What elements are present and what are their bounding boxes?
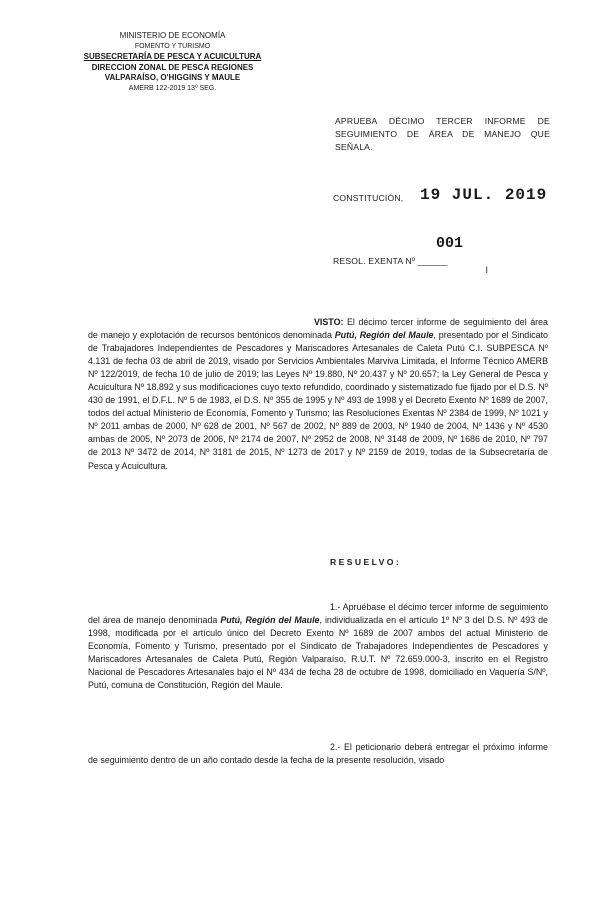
undersecretariat-name: SUBSECRETARÍA DE PESCA Y ACUICULTURA: [83, 52, 262, 61]
visto-text-2: , presentado por el Sindicato de Trabajadores Independientes de Pescadores y Mariscadores Artesanales de Caleta Putú C.I. SUBPESCA Nº 4.131 de fecha 03 de abril de 2019, visado por Servicios Ambientales Marviva Limitada, el Informe Técnico AMERB Nº 122/2019, de fecha 10 de julio de 2019; las Leyes Nº 19.880, Nº 20.437 y Nº 20.657; la Ley General de Pesca y Acuicultura Nº 18.892 y sus modificaciones cuyo texto refundido, coordinado y sistematizado fue fijado por el D.S. Nº 430 de 1991, el D.F.L. Nº 5 de 1983, el D.S. Nº 355 de 1995 y Nº 493 de 1998 y el Decreto Exento Nº 1689 de 2007, todos del actual Ministerio de Economía, Fomento y Turismo; las Resoluciones Exentas Nº 2384 de 1999, Nº 1021 y Nº 2011 ambas de 2000, Nº 628 de 2001, Nº 567 de 2002, Nº 889 de 2003, Nº 1940 de 2004, Nº 1436 y Nº 4530 ambas de 2005, Nº 2073 de 2006, Nº 2174 de 2007, Nº 2952 de 2008, Nº 3148 de 2009, Nº 1686 de 2010, Nº 797 de 2013 Nº 3472 de 2014, Nº 3181 de 2015, Nº 1273 de 2017 y Nº 2159 de 2019, todas de la Subsecretaría de Pesca y Acuicultura.: [88, 330, 548, 471]
issue-date-stamp: 19 JUL. 2019: [420, 186, 548, 204]
resuelvo-heading: RESUELVO:: [330, 557, 402, 567]
article-1-text-2: , individualizada en el artículo 1º Nº 3 del D.S. Nº 493 de 1998, modificada por el artículo único del Decreto Exento Nº 1689 de 2007 ambos del actual Ministerio de Economía, Fomento y Turismo, presentado por el Sindicato de Trabajadores Independientes de Pescadores y Mariscadores Artesanales de Caleta Putú, Región Valparaíso, R.U.T. Nº 72.659.000-3, inscrito en el Registro Nacional de Pescadores Artesanales bajo el Nº 434 de fecha 28 de octubre de 1998, domiciliado en Vaquería S/Nº, Putú, comuna de Constitución, Región del Maule.: [88, 615, 548, 691]
resolution-number-stamp: 001: [436, 235, 464, 252]
letterhead: [60, 31, 285, 94]
visto-area-name: Putú, Región del Maule: [334, 330, 434, 341]
zonal-regions: VALPARAÍSO, O'HIGGINS Y MAULE: [104, 73, 241, 82]
ministry-subname: FOMENTO Y TURISMO: [134, 42, 211, 50]
resolution-label: RESOL. EXENTA Nº ______: [333, 256, 448, 266]
visto-label: VISTO:: [314, 317, 344, 327]
file-reference: AMERB 122-2019 13º SEG.: [128, 84, 217, 92]
article-1-text-1: 1.- Apruébase el décimo tercer informe de seguimiento del área de manejo denominada: [88, 602, 548, 626]
article-1-area-name: Putú, Región del Maule: [220, 615, 320, 626]
place-label: CONSTITUCIÓN,: [333, 193, 404, 203]
initial-mark-icon: ı: [485, 262, 489, 276]
article-2-text: 2.- El peticionario deberá entregar el próximo informe de seguimiento dentro de un año contado desde la fecha de la presente resolución, visado: [88, 742, 548, 766]
visto-paragraph: [88, 316, 548, 473]
zonal-direction-name: DIRECCION ZONAL DE PESCA REGIONES: [91, 62, 254, 72]
article-2-paragraph: [88, 741, 548, 767]
visto-text-1: El décimo tercer informe de seguimiento del área de manejo y explotación de recursos bentónicos denominada: [88, 317, 548, 341]
document-subject: APRUEBA DÉCIMO TERCER INFORME DE SEGUIMIENTO DE ÁREA DE MANEJO QUE SEÑALA.: [335, 116, 550, 152]
article-1-paragraph: [88, 601, 548, 692]
ministry-name: MINISTERIO DE ECONOMÍA: [119, 31, 226, 40]
